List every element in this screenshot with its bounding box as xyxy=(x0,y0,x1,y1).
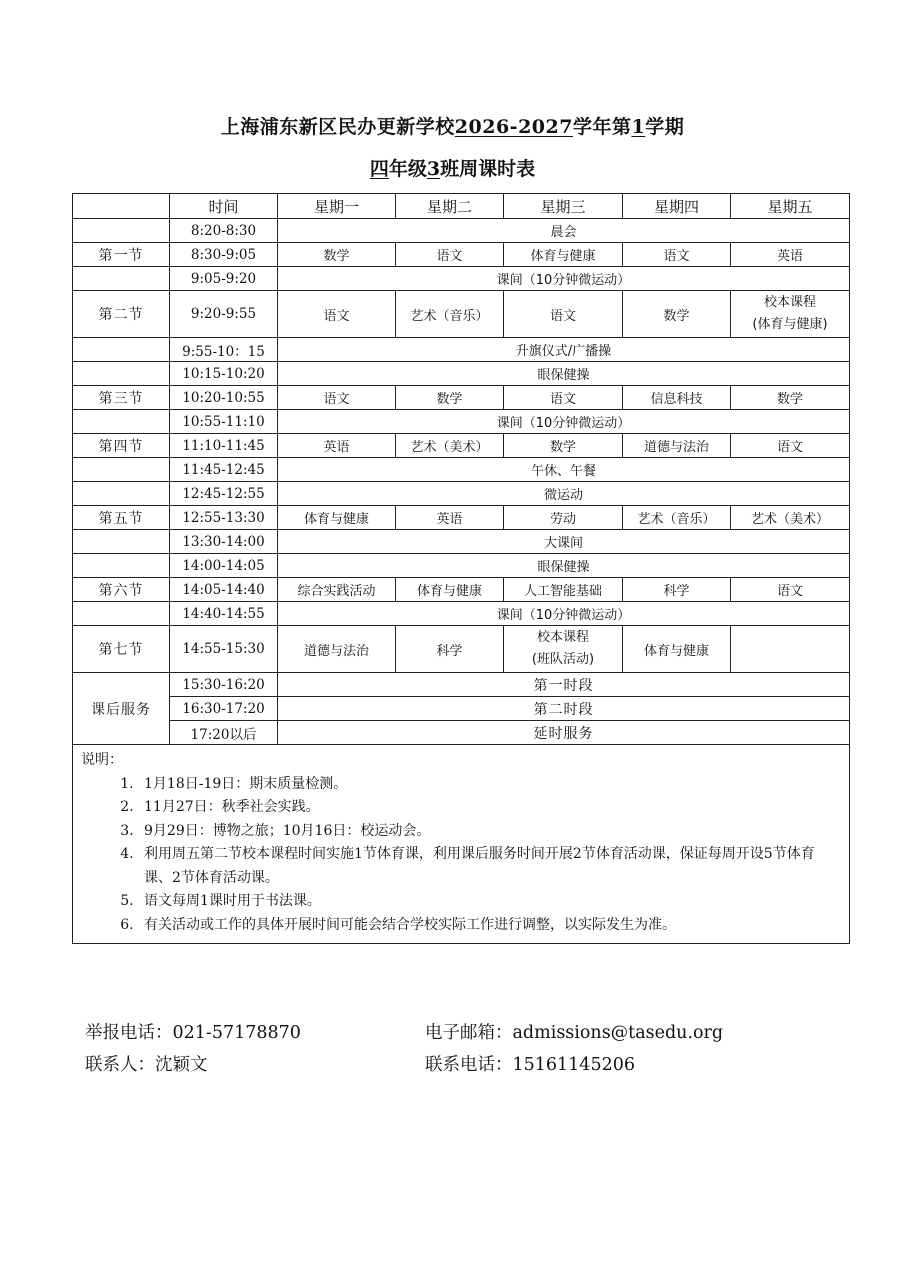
table-row xyxy=(73,506,850,530)
course-line: (体育与健康) xyxy=(752,317,828,332)
table-row xyxy=(73,554,850,578)
table-row xyxy=(73,410,850,434)
course-line: 校本课程 xyxy=(763,295,816,310)
table-row xyxy=(73,243,850,267)
header-time: 时间 xyxy=(170,194,278,219)
school-name: 上海浦东新区民办更新学校 xyxy=(220,116,455,138)
table-row xyxy=(73,673,850,697)
course-cell: 英语 xyxy=(278,434,396,458)
header-thursday: 星期四 xyxy=(623,194,731,219)
contact-name: 沈颖文 xyxy=(155,1055,208,1075)
contact-phone-line xyxy=(425,1051,635,1076)
time-cell: 12:55-13:30 xyxy=(170,506,278,530)
course-cell: 语文 xyxy=(504,291,623,338)
period-cell xyxy=(73,362,170,386)
report-phone-label: 举报电话： xyxy=(85,1023,173,1043)
span-cell: 大课间 xyxy=(278,530,850,554)
period-cell xyxy=(73,554,170,578)
course-cell: 道德与法治 xyxy=(623,434,731,458)
table-row xyxy=(73,626,850,673)
time-cell: 14:00-14:05 xyxy=(170,554,278,578)
course-cell: 劳动 xyxy=(504,506,623,530)
course-cell: 语文 xyxy=(278,291,396,338)
time-cell: 10:20-10:55 xyxy=(170,386,278,410)
document-title xyxy=(0,112,905,139)
after-school-label: 课后服务 xyxy=(73,673,170,745)
subtitle-mid: 年级 xyxy=(388,158,427,180)
course-cell: 语文 xyxy=(623,243,731,267)
time-cell: 14:40-14:55 xyxy=(170,602,278,626)
period-cell xyxy=(73,410,170,434)
course-cell: 艺术（美术） xyxy=(731,506,850,530)
course-cell: 艺术（美术） xyxy=(396,434,504,458)
span-cell: 延时服务 xyxy=(278,721,850,745)
course-cell: 语文 xyxy=(396,243,504,267)
table-row xyxy=(73,482,850,506)
report-phone-line xyxy=(85,1019,301,1044)
course-cell: 艺术（音乐） xyxy=(396,291,504,338)
list-item: 4. 利用周五第二节校本课程时间实施1节体育课，利用课后服务时间开展2节体育活动课，保证每周开设5节体育课、2节体育活动课。 xyxy=(138,843,841,890)
span-cell: 课间（10分钟微运动） xyxy=(278,602,850,626)
table-row xyxy=(73,362,850,386)
course-cell: 体育与健康 xyxy=(278,506,396,530)
table-row xyxy=(73,578,850,602)
list-item: 3. 9月29日：博物之旅；10月16日：校运动会。 xyxy=(138,820,841,844)
course-cell: 语文 xyxy=(731,578,850,602)
table-row xyxy=(73,219,850,243)
contact-phone-value: 15161145206 xyxy=(512,1055,635,1075)
table-row xyxy=(73,458,850,482)
course-cell: 语文 xyxy=(278,386,396,410)
period-cell: 第七节 xyxy=(73,626,170,673)
list-item: 1. 1月18日-19日：期末质量检测。 xyxy=(138,773,841,797)
span-cell: 课间（10分钟微运动） xyxy=(278,410,850,434)
school-year: 2026-2027 xyxy=(454,116,573,138)
time-cell: 10:15-10:20 xyxy=(170,362,278,386)
list-item: 5. 语文每周1课时用于书法课。 xyxy=(138,890,841,914)
period-cell: 第五节 xyxy=(73,506,170,530)
course-cell: 英语 xyxy=(396,506,504,530)
header-tuesday: 星期二 xyxy=(396,194,504,219)
period-cell xyxy=(73,219,170,243)
period-cell xyxy=(73,482,170,506)
table-row xyxy=(73,721,850,745)
title-suffix: 学期 xyxy=(645,116,685,138)
email-label: 电子邮箱： xyxy=(425,1023,513,1043)
table-row xyxy=(73,530,850,554)
time-cell: 15:30-16:20 xyxy=(170,673,278,697)
time-cell: 10:55-11:10 xyxy=(170,410,278,434)
span-cell: 晨会 xyxy=(278,219,850,243)
period-cell xyxy=(73,267,170,291)
span-cell: 眼保健操 xyxy=(278,362,850,386)
period-cell xyxy=(73,602,170,626)
course-cell: 体育与健康 xyxy=(396,578,504,602)
table-row xyxy=(73,602,850,626)
contact-phone-label: 联系电话： xyxy=(425,1055,513,1075)
period-cell: 第六节 xyxy=(73,578,170,602)
course-cell: 数学 xyxy=(396,386,504,410)
span-cell: 午休、午餐 xyxy=(278,458,850,482)
course-cell: 科学 xyxy=(623,578,731,602)
table-row xyxy=(73,291,850,338)
notes-list xyxy=(81,773,841,938)
document-subtitle xyxy=(0,154,905,181)
course-cell: 人工智能基础 xyxy=(504,578,623,602)
header-row xyxy=(73,194,850,219)
course-cell xyxy=(731,291,850,338)
time-cell: 12:45-12:55 xyxy=(170,482,278,506)
header-period xyxy=(73,194,170,219)
period-cell xyxy=(73,338,170,362)
table-row xyxy=(73,338,850,362)
period-cell xyxy=(73,530,170,554)
time-cell: 13:30-14:00 xyxy=(170,530,278,554)
time-cell: 9:20-9:55 xyxy=(170,291,278,338)
course-cell: 语文 xyxy=(731,434,850,458)
course-cell: 艺术（音乐） xyxy=(623,506,731,530)
list-item: 6. 有关活动或工作的具体开展时间可能会结合学校实际工作进行调整，以实际发生为准。 xyxy=(138,914,841,938)
table-row xyxy=(73,697,850,721)
span-cell: 第一时段 xyxy=(278,673,850,697)
course-cell xyxy=(731,626,850,673)
course-line: 校本课程 xyxy=(536,630,589,645)
time-cell: 17:20以后 xyxy=(170,721,278,745)
header-wednesday: 星期三 xyxy=(504,194,623,219)
course-cell: 数学 xyxy=(504,434,623,458)
time-cell: 11:10-11:45 xyxy=(170,434,278,458)
notes-heading: 说明： xyxy=(81,752,123,768)
period-cell: 第三节 xyxy=(73,386,170,410)
term-number: 1 xyxy=(631,116,646,138)
span-cell: 微运动 xyxy=(278,482,850,506)
time-cell: 9:05-9:20 xyxy=(170,267,278,291)
email-line xyxy=(425,1019,723,1044)
period-cell: 第一节 xyxy=(73,243,170,267)
notes-cell xyxy=(73,745,850,944)
time-cell: 8:20-8:30 xyxy=(170,219,278,243)
header-friday: 星期五 xyxy=(731,194,850,219)
course-cell: 体育与健康 xyxy=(504,243,623,267)
span-cell: 课间（10分钟微运动） xyxy=(278,267,850,291)
notes-row xyxy=(73,745,850,944)
list-item: 2. 11月27日：秋季社会实践。 xyxy=(138,796,841,820)
course-cell: 数学 xyxy=(278,243,396,267)
time-cell: 8:30-9:05 xyxy=(170,243,278,267)
subtitle-suffix: 班周课时表 xyxy=(440,158,536,180)
header-monday: 星期一 xyxy=(278,194,396,219)
table-row xyxy=(73,434,850,458)
course-cell: 科学 xyxy=(396,626,504,673)
span-cell: 升旗仪式/广播操 xyxy=(278,338,850,362)
course-cell: 语文 xyxy=(504,386,623,410)
course-cell: 体育与健康 xyxy=(623,626,731,673)
class-number: 3 xyxy=(426,158,441,180)
table-row xyxy=(73,386,850,410)
period-cell: 第二节 xyxy=(73,291,170,338)
contact-line xyxy=(85,1051,208,1076)
time-cell: 9:55-10：15 xyxy=(170,338,278,362)
time-cell: 16:30-17:20 xyxy=(170,697,278,721)
time-cell: 14:55-15:30 xyxy=(170,626,278,673)
time-cell: 11:45-12:45 xyxy=(170,458,278,482)
course-cell: 数学 xyxy=(731,386,850,410)
period-cell: 第四节 xyxy=(73,434,170,458)
period-cell xyxy=(73,458,170,482)
contact-label: 联系人： xyxy=(85,1055,155,1075)
course-cell: 英语 xyxy=(731,243,850,267)
course-cell xyxy=(504,626,623,673)
course-cell: 信息科技 xyxy=(623,386,731,410)
course-cell: 数学 xyxy=(623,291,731,338)
course-cell: 综合实践活动 xyxy=(278,578,396,602)
title-mid: 学年第 xyxy=(572,116,632,138)
span-cell: 第二时段 xyxy=(278,697,850,721)
grade: 四 xyxy=(369,158,389,180)
span-cell: 眼保健操 xyxy=(278,554,850,578)
schedule-table xyxy=(72,193,850,944)
table-row xyxy=(73,267,850,291)
course-cell: 道德与法治 xyxy=(278,626,396,673)
report-phone-value: 021-57178870 xyxy=(172,1023,301,1043)
time-cell: 14:05-14:40 xyxy=(170,578,278,602)
email-value[interactable]: admissions@tasedu.org xyxy=(512,1023,724,1043)
course-line: (班队活动) xyxy=(531,652,595,667)
